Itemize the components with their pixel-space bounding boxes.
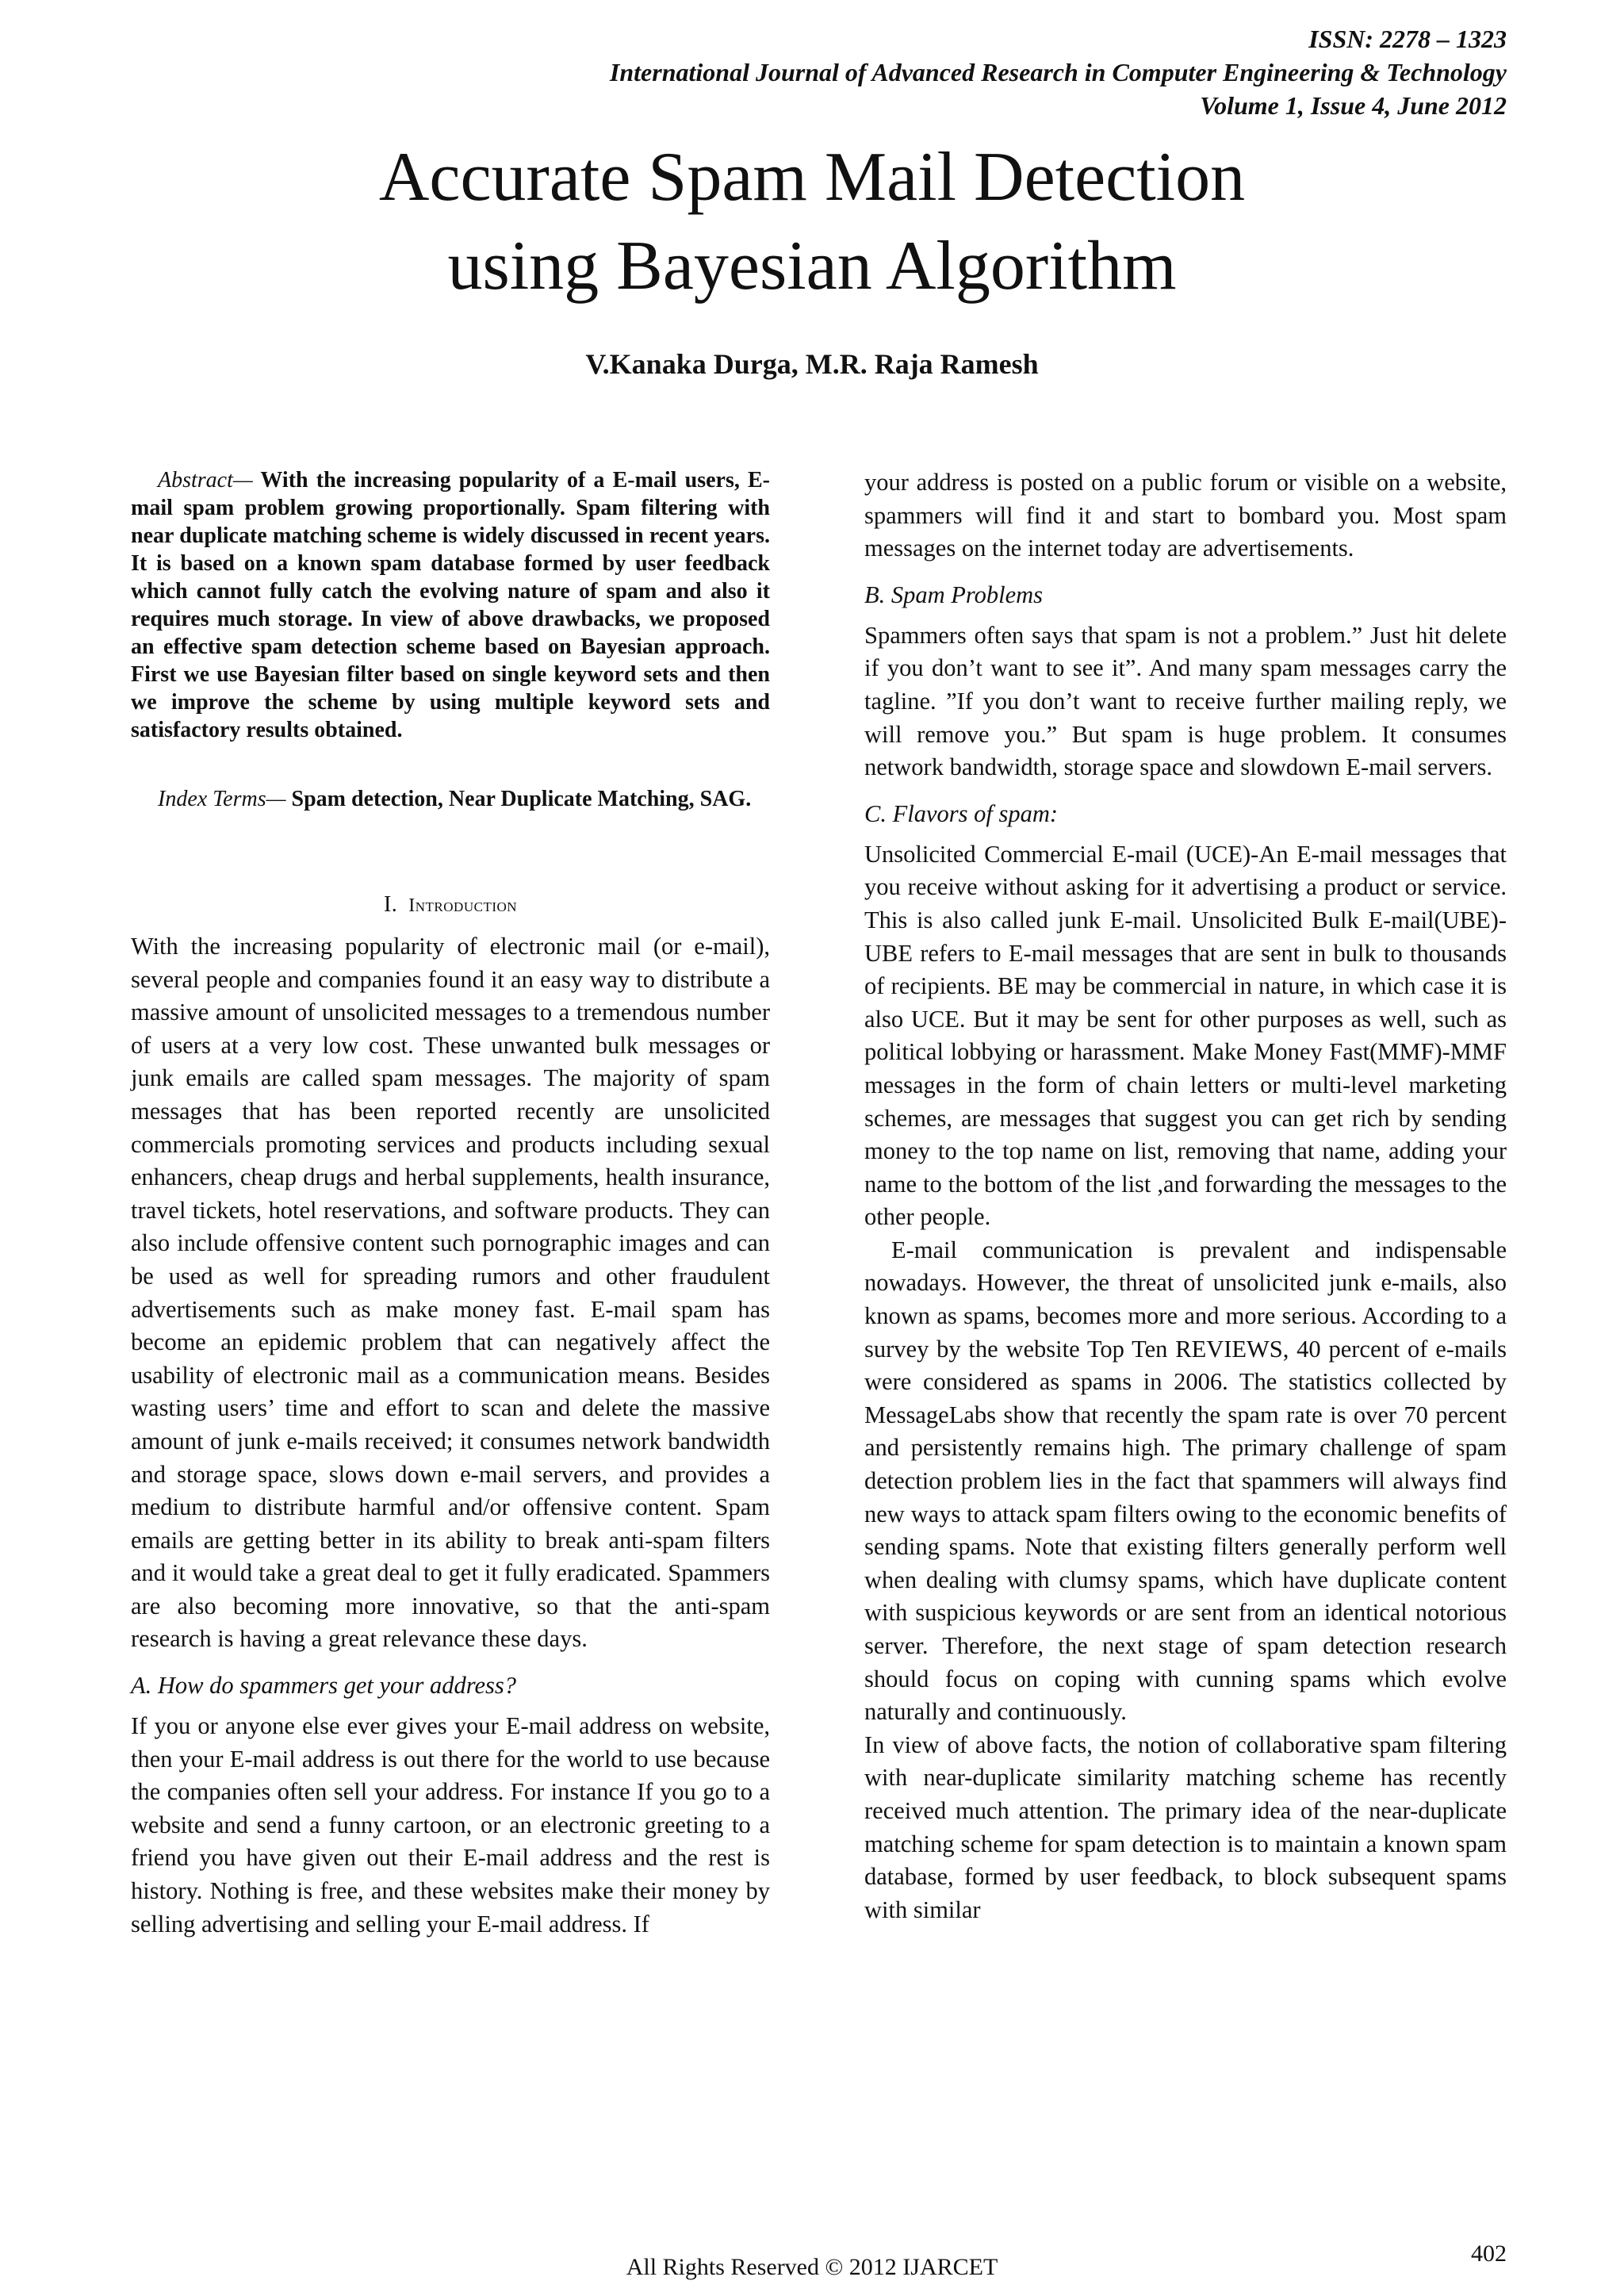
index-terms <box>131 785 770 813</box>
paper-title <box>0 133 1624 311</box>
subsection-c-paragraph-2: E-mail communication is prevalent and indispensable nowadays. However, the threat of unsolicited junk e-mails, also known as spams, becomes more and more serious. According to a survey by the website Top Ten REVIEWS, 40 percent of e-mails were considered as spams in 2006. The statistics collected by MessageLabs show that recently the spam rate is over 70 percent and persistently remains high. The primary challenge of spam detection problem lies in the fact that spammers will always find new ways to attack spam filters owing to the economic benefits of sending spams. Note that existing filters generally perform well when dealing with clumsy spams, which have duplicate content with suspicious keywords or are sent from an identical notorious server. Therefore, the next stage of spam detection research should focus on coping with cunning spams which evolve naturally and continuously. <box>864 1236 1507 1726</box>
left-column <box>131 466 770 1941</box>
subsection-b-paragraph: Spammers often says that spam is not a problem.” Just hit delete if you don’t want to see it”. And many spam messages carry the tagline. ”If you don’t want to receive further mailing reply, we will remove you.” But spam is huge problem. It consumes network bandwidth, storage space and slowdown E-mail servers. <box>864 621 1507 781</box>
authors: V.Kanaka Durga, M.R. Raja Ramesh <box>585 348 1039 380</box>
intro-paragraph: With the increasing popularity of electronic mail (or e-mail), several people and companies found it an easy way to distribute a massive amount of unsolicited messages to a tremendous number of users at a very low cost. These unwanted bulk messages or junk emails are called spam messages. The majority of spam messages that has been reported recently are unsolicited commercials promoting services and products including sexual enhancers, cheap drugs and herbal supplements, health insurance, travel tickets, hotel reservations, and software products. They can also include offensive content such pornographic images and can be used as well for spreading rumors and other fraudulent advertisements such as make money fast. E-mail spam has become an epidemic problem that can negatively affect the usability of electronic mail as a communication means. Besides wasting users’ time and effort to scan and delete the massive amount of junk e-mails received; it consumes network bandwidth and storage space, slows down e-mail servers, and provides a medium to distribute harmful and/or offensive content. Spam emails are getting better in its ability to break anti-spam filters and it would take a great deal to get it fully eradicated. Spammers are also becoming more innovative, so that the anti-spam research is having a great relevance these days. <box>131 933 770 1653</box>
subsection-c-paragraph: Unsolicited Commercial E-mail (UCE)-An E-mail messages that you receive without asking for it advertising a product or service. This is also called junk E-mail. Unsolicited Bulk E-mail(UBE)-UBE refers to E-mail messages that are sent in bulk to thousands of recipients. BE may be commercial in nature, in which case it is also UCE. But it may be sent for other purposes as well, such as political lobbying or harassment. Make Money Fast(MMF)-MMF messages in the form of chain letters or multi-level marketing schemes, are messages that suggest you can get rich by sending money to the top name on list, removing that name, adding your name to the bottom of the list ,and forwarding the messages to the other people. <box>864 840 1507 1231</box>
section-heading-introduction <box>131 892 770 918</box>
issn: ISSN: 2278 – 1323 <box>1308 25 1507 53</box>
journal-header <box>610 22 1507 122</box>
page-number: 402 <box>1471 2240 1507 2267</box>
index-terms-label: Index Terms— <box>158 787 286 811</box>
right-column <box>864 466 1507 1926</box>
abstract-label: Abstract— <box>158 468 253 493</box>
section-title: Introduction <box>408 895 518 916</box>
abstract <box>131 466 770 744</box>
subsection-heading-c: C. Flavors of spam: <box>864 799 1058 827</box>
subsection-c-paragraph-3: In view of above facts, the notion of collaborative spam filtering with near-duplicate similarity matching scheme has recently received much attention. The primary idea of the near-duplicate matching scheme for spam detection is to maintain a known spam database, formed by user feedback, to block subsequent spams with similar <box>864 1731 1507 1923</box>
subsection-heading-a: A. How do spammers get your address? <box>131 1672 517 1700</box>
index-terms-text: Spam detection, Near Duplicate Matching, SAG. <box>285 787 752 811</box>
abstract-text: With the increasing popularity of a E-mail users, E-mail spam problem growing proportionally. Spam filtering with near duplicate matching scheme is widely discussed in recent years. It is based on a known spam database formed by user feedback which cannot fully catch the evolving nature of spam and also it requires much storage. In view of above drawbacks, we proposed an effective spam detection scheme based on Bayesian approach. First we use Bayesian filter based on single keyword sets and then we improve the scheme by using multiple keyword sets and satisfactory results obtained. <box>131 468 770 742</box>
title-line-1: Accurate Spam Mail Detection <box>378 139 1246 216</box>
journal-name: International Journal of Advanced Research in Computer Engineering & Technology <box>609 58 1507 86</box>
footer-copyright: All Rights Reserved © 2012 IJARCET <box>626 2254 998 2280</box>
section-number: I. <box>383 892 398 917</box>
subsection-heading-b: B. Spam Problems <box>864 581 1044 608</box>
subsection-a-paragraph: If you or anyone else ever gives your E-mail address on website, then your E-mail address is out there for the world to use because the companies often sell your address. For instance If you go to a website and send a funny cartoon, or an electronic greeting to a friend you have given out their E-mail address and the rest is history. Nothing is free, and these websites make their money by selling advertising and selling your E-mail address. If <box>131 1712 770 1938</box>
title-line-2: using Bayesian Algorithm <box>447 228 1177 305</box>
subsection-a-continued: your address is posted on a public forum or visible on a website, spammers will find it and start to bombard you. Most spam messages on the internet today are advertisements. <box>864 469 1507 562</box>
volume-info: Volume 1, Issue 4, June 2012 <box>1200 91 1507 120</box>
